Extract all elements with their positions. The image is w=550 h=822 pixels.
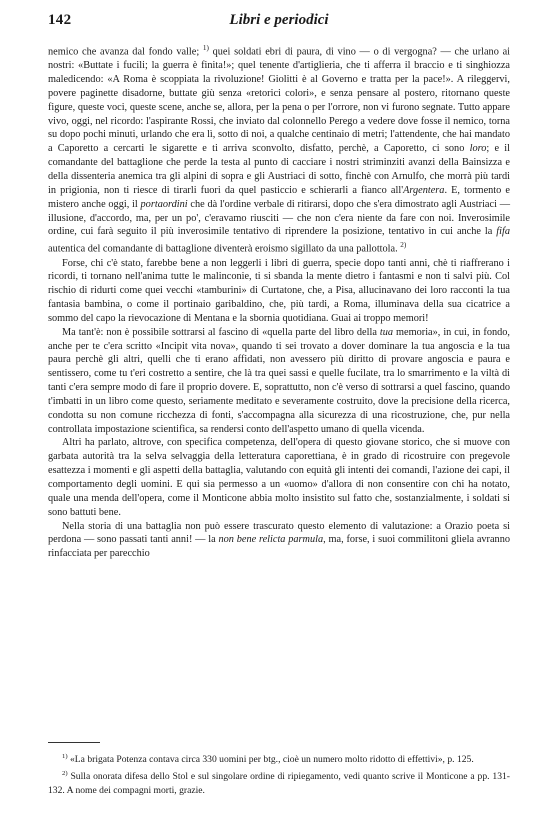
text-run: . E, tormento e mistero anche oggi, il: [48, 184, 510, 210]
footnote: [48, 767, 510, 797]
paragraph: [48, 326, 510, 437]
italic-text: portaordini: [140, 198, 188, 210]
text-run: memoria», in cui, in fondo, anche per te c'era scritto «Incipit vita nova», quando ti sei trovato a dover dominare la tua angoscia e la tua paura perchè gli altri, quelli che ti erano affidati, non avessero più diritto di provare angoscia e paura e sentissero, come tu t'eri costretto a sentire, che là tra quei sassi e quelle fucilate, tra lo smarrimento e la viltà di tanti c'era sempre modo di fare il proprio dovere. E, soprattutto, non c'è verso di sottrarsi a quel fascino, quando t'imbatti in un libro come questo, seriamente meditato e severamente costruito, dove la precisione della ricerca, condotta su non comune ricchezza di fonti, s'accompagna alla sicurezza di una ricostruzione, che, pur nella controllata impostazione scientifica, sa rendersi conto dell'aspetto umano di quella vicenda.: [48, 326, 510, 435]
footnote-marker: 1): [202, 44, 209, 52]
text-run: Sulla onorata difesa dello Stol e sul singolare ordine di ripiegamento, vedi quanto scrive il Monticone a pp. 131-132. A nome dei compagni morti, grazie.: [48, 770, 510, 796]
footnote-marker: 2): [400, 241, 407, 250]
text-run: , ma, forse, i suoi commilitoni gliela avranno rinfacciata per parecchio: [48, 534, 511, 560]
footnote-marker: 2): [62, 769, 68, 777]
text-run: che dà l'ordine verbale di ritirarsi, dopo che s'era dimostrato agli Austriaci — illusione, d'accordo, ma, per un po', c'eravamo riusciti — che non c'era niente da fare con noi. Inverosimile ordine, cui farà seguito il più inverosimile tentativo di riprendere la posizione, tentativo in cui anche la: [48, 198, 510, 238]
page-number: 142: [48, 12, 72, 28]
footnotes: [48, 750, 510, 797]
footnote-rule: [48, 742, 100, 743]
text-run: nemico che avanza dal fondo valle;: [48, 46, 203, 58]
running-title: Libri e periodici: [229, 12, 329, 28]
italic-text: loro: [469, 143, 487, 155]
paragraph: [48, 436, 510, 519]
page-header: [48, 12, 510, 32]
footnote-marker: 1): [62, 753, 68, 760]
footnote: [48, 750, 510, 767]
text-run: ; e il comandante del battaglione che perde la testa al punto di cacciare i nostri striminziti avanzi della Bainsizza e della dissenteria anemica tra gli alpini di sopra e gli Austriaci di sotto, finchè con Arnulfo, che morrà più tardi in prigionia, non ti riesce di tirarli fuori da quel pasticcio e schierarli a fianco all': [48, 143, 510, 196]
paragraph: [48, 42, 510, 257]
paragraph: [48, 520, 510, 562]
text-run: Forse, chi c'è stato, farebbe bene a non leggerli i libri di guerra, specie dopo tanti anni, chè ti riaffrerano i ricordi, ti tornano nell'anima tutte le malinconie, ti si sbanda la mente dietro i fantasmi e non ti salvi più. Col rischio di ridurti come quei vecchi «tamburini» di Curtatone, che, a Pisa, allucinavano dei loro racconti la tua fantasia bambina, o come il portinaio garibaldino, che, più tardi, a Roma, illuminava della sua cicatrice a sommo del capo la rievocazione di Mentana e la sbornia quotidiana. Guai ai troppo memori!: [48, 257, 510, 324]
italic-text: tua: [379, 326, 394, 338]
text-run: Ma tant'è: non è possibile sottrarsi al fascino di «quella parte del libro della: [62, 326, 380, 338]
text-run: autentica del comandante di battaglione diventerà eroismo sigillato da una pallottola.: [48, 243, 401, 255]
text-run: quei soldati ebri di paura, di vino — o di vergogna? — che urlano ai nostri: «Buttate i fucili; la guerra è finita!»; quel tenente d'artiglieria, che ti afferra il braccio e ti singhiozza maledicendo: «A Roma è scoppiata la rivoluzione! Giolitti è al Governo e tratta per la pace!». A rileggervi, povere paginette disadorne, buttate giù senza «retorici colori», e senza pensare al postero, ritornano queste figure, queste voci, queste scene, anche se, allora, per la pena o per l'orrore, non vi furono segnate. Tutto appare vivo, oggi, nel ricordo: l'aspirante Rossi, che inviato dal colonnello Perego a vedere dove fosse il nemico, torna su dopo pochi minuti, urlando che era lì, sotto di noi, a qualche centinaio di metri; l'attendente, che hai mandato a Caporetto a cercarti le sigarette e ti arriva sconvolto, disfatto, perchè, a Caporetto, ci sono: [48, 46, 510, 155]
italic-text: non bene relicta parmula: [218, 534, 324, 546]
body-text: [48, 42, 510, 561]
italic-text: Argentera: [403, 184, 445, 196]
paragraph: [48, 257, 510, 326]
text-run: Altri ha parlato, altrove, con specifica competenza, dell'opera di questo giovane storico, che si muove con garbata autorità tra la selva selvaggia della letteratura caporettiana, è in grado di ricostruire con pregevole esattezza i momenti e gli aspetti della battaglia, valutando con equità gli intenti dei comandi, l'azione dei capi, il comportamento degli uomini. E qui sia permesso a un «uomo» d'allora di non consentire con chi ha notato, quale una menda dell'opera, come il Monticone abbia molto insistito sul fatto che, sostanzialmente, i soldati si sono battuti bene.: [48, 437, 510, 518]
italic-text: fifa: [496, 226, 510, 238]
text-run: Nella storia di una battaglia non può essere trascurato questo elemento di valutazione: a Orazio poeta si perdona — sono passati tanti anni! — la: [48, 520, 510, 546]
text-run: «La brigata Potenza contava circa 330 uomini per btg., cioè un numero molto ridotto di effettivi», p. 125.: [67, 754, 474, 766]
